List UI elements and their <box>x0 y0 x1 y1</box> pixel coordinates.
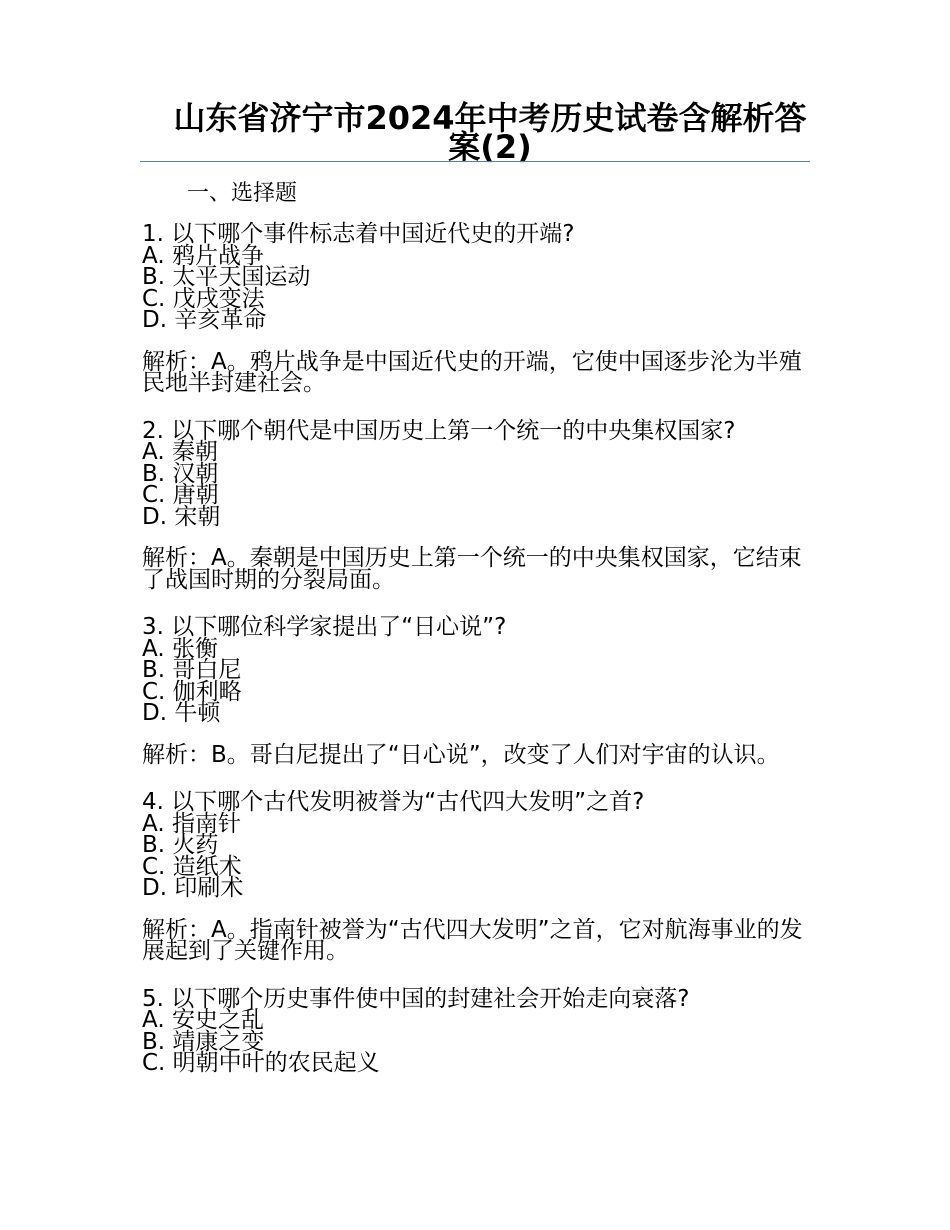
answer-analysis: 解析：B。哥白尼提出了“日心说”，改变了人们对宇宙的认识。 <box>142 741 780 768</box>
question-stem: 2. 以下哪个朝代是中国历史上第一个统一的中央集权国家? <box>142 417 736 444</box>
question-stem: 1. 以下哪个事件标志着中国近代史的开端? <box>142 221 575 247</box>
option-a: A. 指南针 <box>142 810 241 837</box>
option-a: A. 鸦片战争 <box>142 242 264 269</box>
option-b: B. 火药 <box>142 832 219 858</box>
option-c: C. 造纸术 <box>142 853 242 880</box>
question-stem: 3. 以下哪位科学家提出了“日心说”? <box>142 614 507 640</box>
option-b: B. 哥白尼 <box>142 657 242 683</box>
question-5 <box>142 985 810 1076</box>
answer-analysis: 解析：A。秦朝是中国历史上第一个统一的中央集权国家，它结束了战国时期的分裂局面。 <box>142 545 802 593</box>
option-a: A. 秦朝 <box>142 439 218 465</box>
question-list <box>142 221 810 1089</box>
option-a: A. 安史之乱 <box>142 1007 264 1033</box>
option-d: D. 印刷术 <box>142 875 244 901</box>
question-stem: 5. 以下哪个历史事件使中国的封建社会开始走向衰落? <box>142 985 690 1012</box>
option-c: C. 明朝中叶的农民起义 <box>142 1050 380 1076</box>
option-c: C. 戊戌变法 <box>142 285 265 312</box>
option-b: B. 汉朝 <box>142 460 219 487</box>
option-d: D. 牛顿 <box>142 700 221 726</box>
option-c: C. 伽利略 <box>142 678 242 705</box>
option-c: C. 唐朝 <box>142 482 219 508</box>
option-b: B. 太平天国运动 <box>142 264 311 290</box>
question-stem: 4. 以下哪个古代发明被誉为“古代四大发明”之首? <box>142 789 645 815</box>
answer-analysis: 解析：A。指南针被誉为“古代四大发明”之首，它对航海事业的发展起到了关键作用。 <box>142 916 803 964</box>
option-a: A. 张衡 <box>142 635 218 662</box>
title-underline <box>140 161 810 162</box>
question-3 <box>142 614 810 768</box>
question-1 <box>142 221 810 396</box>
option-d: D. 宋朝 <box>142 503 221 530</box>
document-title: 山东省济宁市2024年中考历史试卷含解析答案(2) <box>173 99 807 166</box>
answer-analysis: 解析：A。鸦片战争是中国近代史的开端，它使中国逐步沦为半殖民地半封建社会。 <box>142 348 802 396</box>
option-d: D. 辛亥革命 <box>142 307 267 333</box>
question-4 <box>142 789 810 964</box>
option-b: B. 靖康之变 <box>142 1028 265 1055</box>
question-2 <box>142 417 810 593</box>
section-heading: 一、选择题 <box>187 181 298 206</box>
